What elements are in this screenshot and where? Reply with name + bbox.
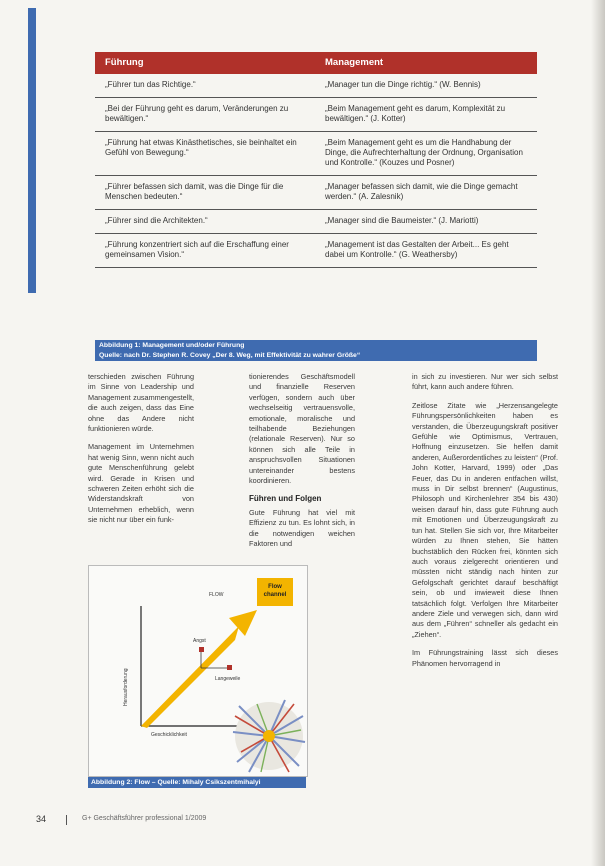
figure-caption: Abbildung 2: Flow – Quelle: Mihaly Csikszentmihalyi xyxy=(88,777,306,788)
table-row xyxy=(95,98,537,132)
table-cell: „Manager tun die Dinge richtig.“ (W. Bennis) xyxy=(315,74,537,98)
text-column-2 xyxy=(249,372,355,558)
table-cell: „Beim Management geht es darum, Komplexität zu bewältigen.“ (J. Kotter) xyxy=(315,98,537,132)
paragraph: in sich zu investieren. Nur wer sich selbst führt, kann auch andere führen. xyxy=(412,372,558,392)
x-axis-label: Geschicklichkeit xyxy=(151,732,187,738)
paragraph: Gute Führung hat viel mit Effizienz zu tun. Es lohnt sich, in die notwendigen weichen Faktoren und xyxy=(249,507,355,549)
page-footer xyxy=(36,814,207,824)
table-cell: „Management ist das Gestalten der Arbeit... Es geht dabei um Kontrolle.“ (G. Weathersby) xyxy=(315,234,537,268)
section-heading: Führen und Folgen xyxy=(249,494,322,504)
flow-figure xyxy=(88,565,308,777)
text-column-3 xyxy=(412,372,558,677)
page-binding-shadow xyxy=(591,0,605,866)
paragraph: tionierendes Geschäftsmodell und finanzielle Reserven verfügen, sondern auch über wechselseitig vertrauensvolle, emotionale, moralische und teilhabende Beziehungen (relationale Reserven). Nur so können sich alle Teile in anspruchsvollen Situationen untereinander bestens koordinieren. xyxy=(249,372,355,486)
publication-source: G+ Geschäftsführer professional 1/2009 xyxy=(82,815,207,822)
table-cell: „Führer tun das Richtige.“ xyxy=(95,74,315,98)
flow-channel-box xyxy=(257,578,293,606)
header-fuehrung: Führung xyxy=(95,52,315,74)
table-row xyxy=(95,234,537,268)
paragraph: Im Führungstraining lässt sich dieses Phänomen hervorragend in xyxy=(412,648,558,668)
angst-marker xyxy=(199,647,204,652)
table-cell: „Führung konzentriert sich auf die Erschaffung einer gemeinsamen Vision.“ xyxy=(95,234,315,268)
flow-box-line-1: Flow xyxy=(268,584,282,590)
table-caption-title: Abbildung 1: Management und/oder Führung xyxy=(95,340,537,351)
table-cell: „Führer sind die Architekten.“ xyxy=(95,210,315,234)
page-number: 34 xyxy=(36,814,47,824)
table-caption-source: Quelle: nach Dr. Stephen R. Covey „Der 8. Weg, mit Effektivität zu wahrer Größe“ xyxy=(95,350,537,361)
table-row xyxy=(95,74,537,98)
table-cell: „Bei der Führung geht es darum, Veränderungen zu bewältigen.“ xyxy=(95,98,315,132)
flow-top-label: FLOW xyxy=(209,592,224,598)
langeweile-label: Langeweile xyxy=(215,676,241,682)
langeweile-marker xyxy=(227,665,232,670)
table-cell: „Manager befassen sich damit, wie die Dinge gemacht werden.“ (A. Zalesnik) xyxy=(315,176,537,210)
angst-label: Angst xyxy=(193,638,206,644)
table-cell: „Beim Management geht es um die Handhabung der Dinge, die Aufrechterhaltung der Ordnung, Organisation und Kontrolle.“ (Kouzes und Posner) xyxy=(315,132,537,176)
table-row xyxy=(95,132,537,176)
starburst-illustration xyxy=(233,700,305,772)
paragraph: Zeitlose Zitate wie „Herzensangelegte Führungspersönlichkeiten haben es verstanden, die Überzeugungskraft positiver Gefühle wie Optimismus, Vertrauen, Hoffnung einzusetzen. Sie helfen damit anderen, Außerordentliches zu leisten“ (Prof. John Kotter, Harvard, 1999) oder „Das Feuer, das Du in anderen entfachen willst, muss in Dir selbst brennen“ (Augustinus, Philosoph und Kirchenlehrer 354 bis 430) weisen darauf hin, dass gute Führung auch mit Emotionen und Überzeugungskraft zu tun hat. Stellen Sie sich vor, Ihre Mitarbeiter würden zu Ihnen stehen, Sie hätten buchstäblich den Rücken frei, könnten sich auch voraus zielgerecht orientieren und müssten nicht ständig nach hinten zur Gefolgschaft gerichtet darauf beschäftigt sein, ob und inwieweit diese Ihnen tatsächlich folgt. Verfolgen Ihre Mitarbeiter andere Ziele und verwegen sich, dann wird aus dem „Führen“ schneller als gedacht ein „Ziehen“. xyxy=(412,400,558,639)
table-cell: „Führung hat etwas Kinästhetisches, sie beinhaltet ein Gefühl von Bewegung.“ xyxy=(95,132,315,176)
header-management: Management xyxy=(315,52,537,74)
paragraph: terschieden zwischen Führung im Sinne von Leadership und Management zusammengestellt, die auch zeigen, dass das Eine ohne das Andere nicht funktionieren würde. xyxy=(88,372,194,434)
table-cell: „Führer befassen sich damit, was die Dinge für die Menschen bedeuten.“ xyxy=(95,176,315,210)
footer-separator xyxy=(66,815,67,825)
table-row xyxy=(95,176,537,210)
sidebar-accent-bar xyxy=(28,8,36,293)
flow-box-line-2: channel xyxy=(263,592,287,598)
text-column-1 xyxy=(88,372,194,534)
table-cell: „Manager sind die Baumeister.“ (J. Mariotti) xyxy=(315,210,537,234)
table-row xyxy=(95,210,537,234)
table-header-row xyxy=(95,52,537,74)
y-axis-label: Herausforderung xyxy=(123,668,129,706)
comparison-table xyxy=(95,52,537,268)
paragraph: Management im Unternehmen hat wenig Sinn, wenn nicht auch gute Menschenführung gelebt wird. Gerade in Krisen und schweren Zeiten erhöht sich die Widerstandskraft von Unternehmen erheblich, wenn sie nicht nur über ein funk- xyxy=(88,442,194,525)
